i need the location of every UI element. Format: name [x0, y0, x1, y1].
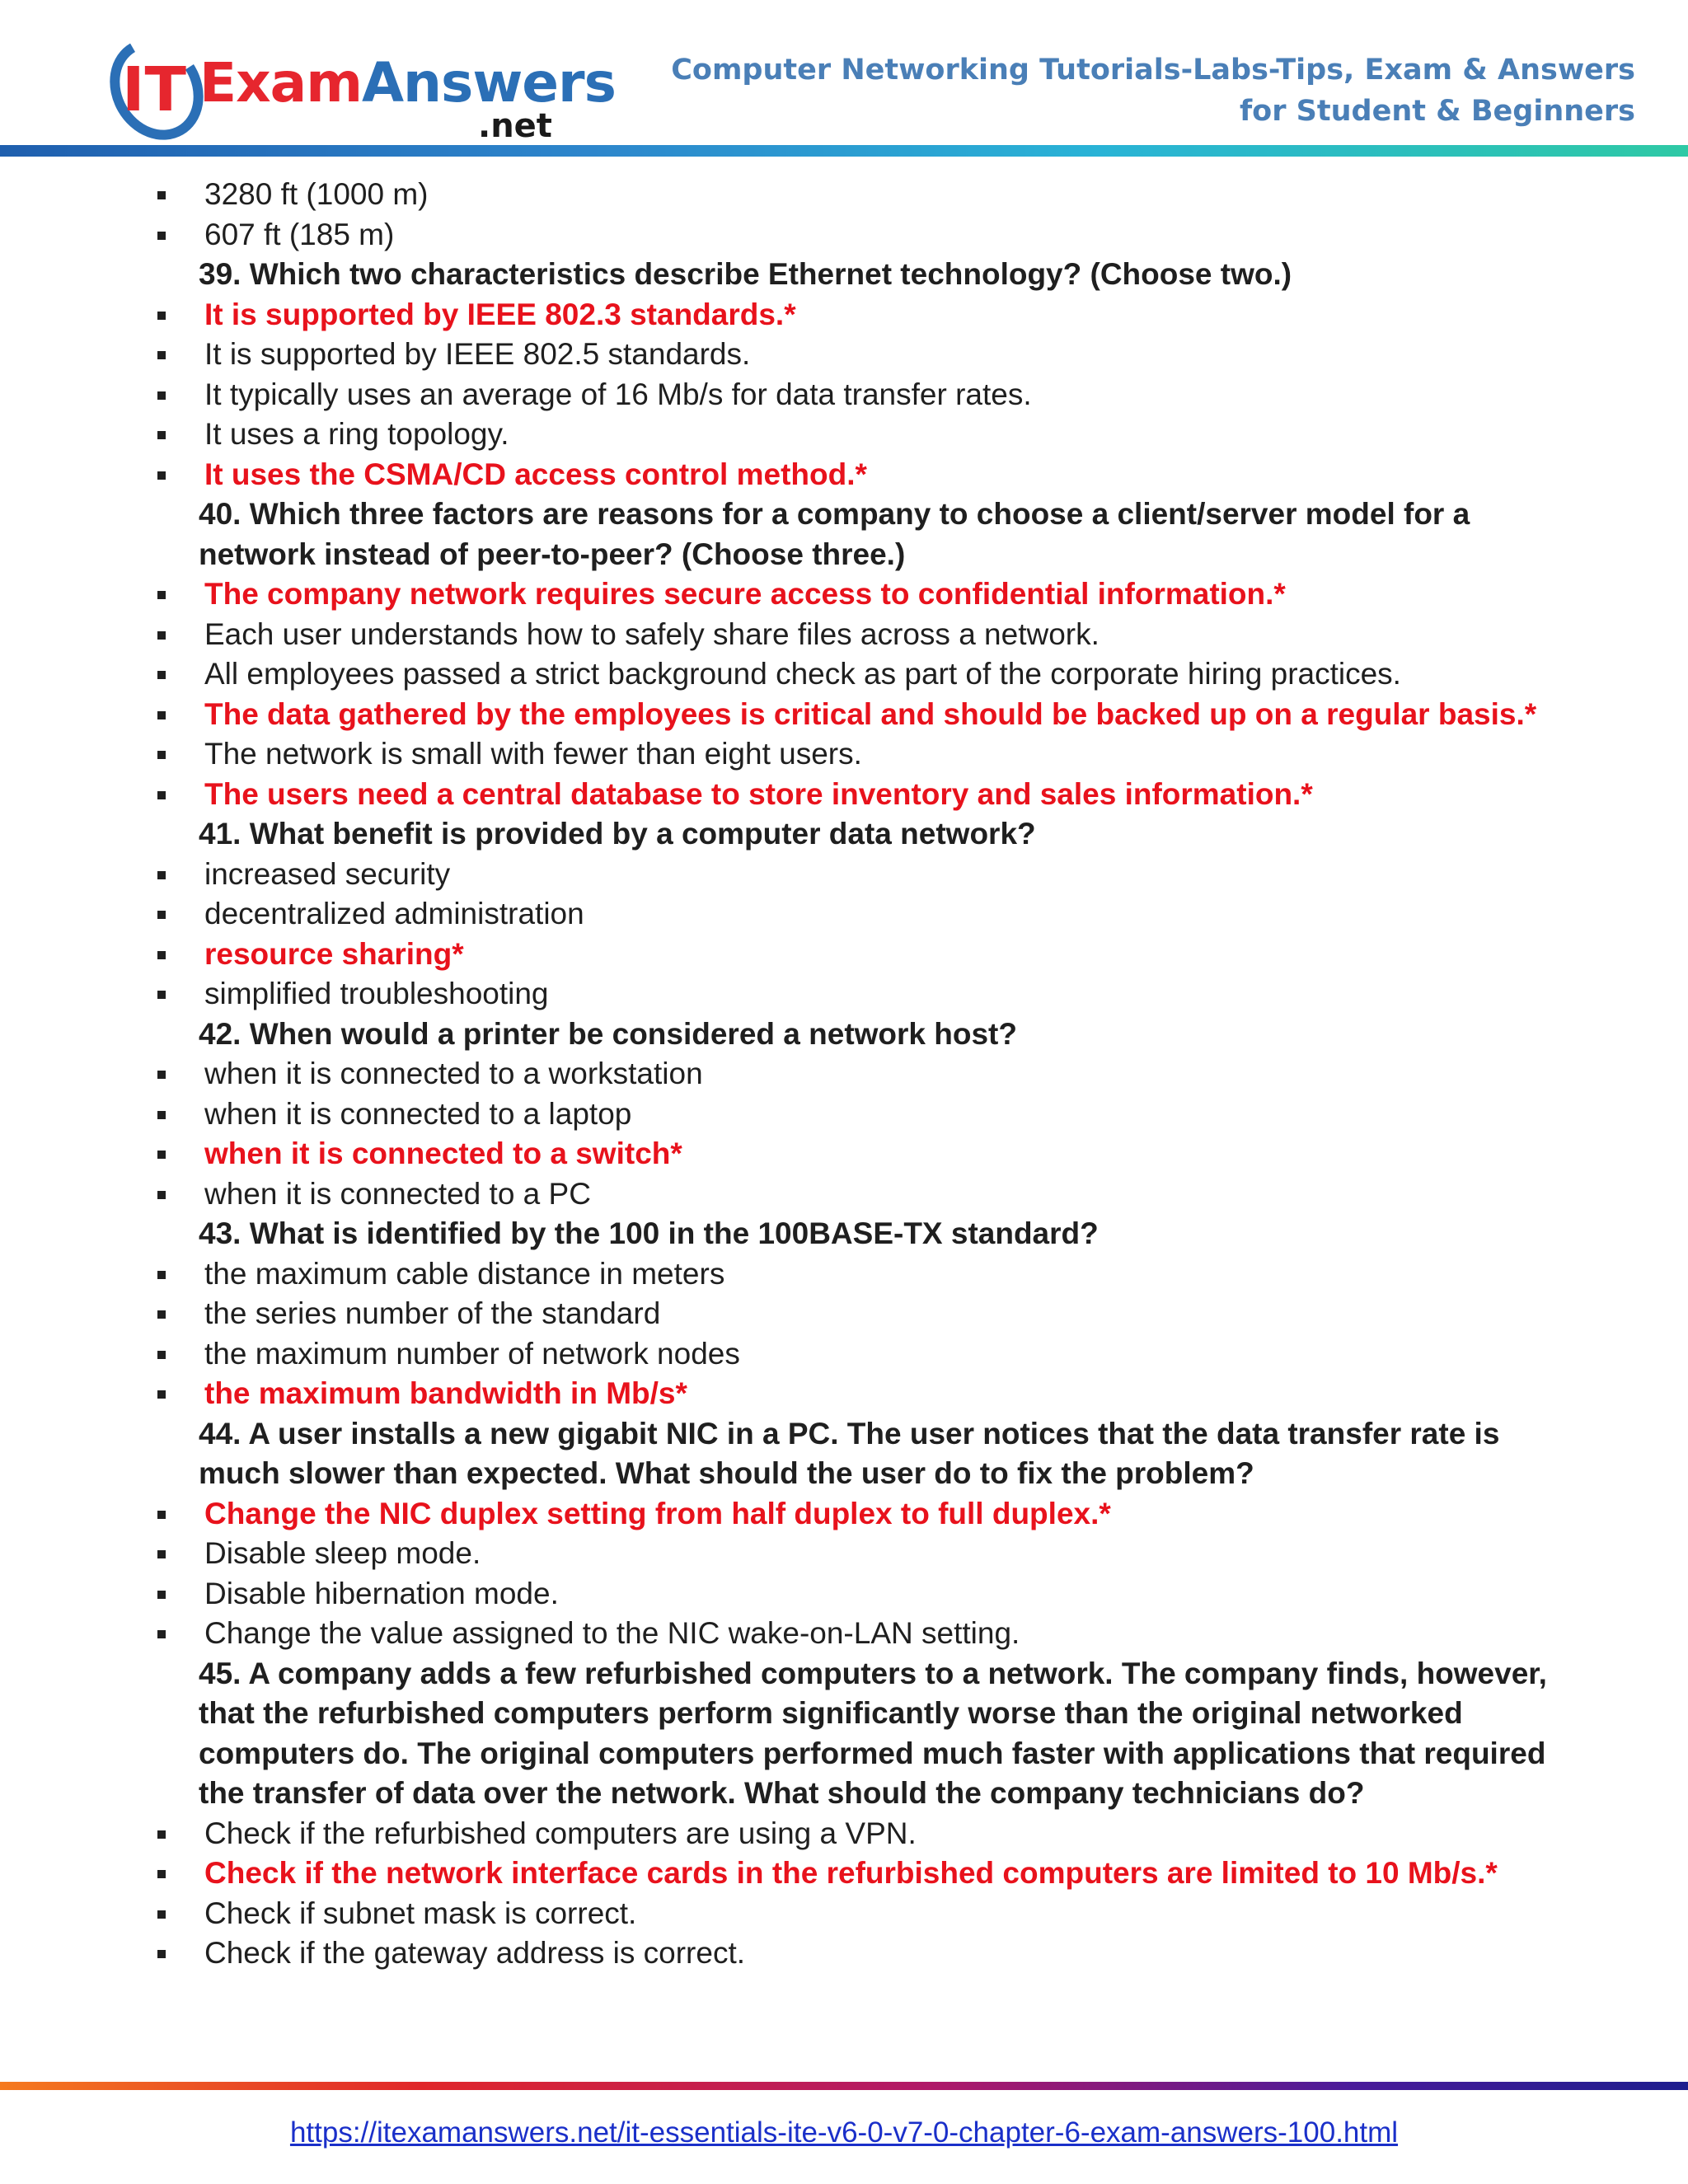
question-line [0, 1454, 1688, 1494]
square-bullet-icon [157, 232, 166, 240]
square-bullet-icon [157, 751, 166, 759]
question-line [0, 1734, 1688, 1774]
answer-option [0, 654, 1688, 695]
answer-option [0, 974, 1688, 1015]
option-text: the maximum cable distance in meters [204, 1256, 725, 1291]
option-text: Each user understands how to safely share files across a network. [204, 616, 1100, 651]
question-text: that the refurbished computers perform significantly worse than the original networked [199, 1696, 1463, 1730]
correct-answer-option [0, 295, 1688, 335]
logo-mark: IT [122, 54, 187, 125]
footer-divider [0, 2082, 1688, 2090]
question-line [0, 814, 1688, 855]
question-text: network instead of peer-to-peer? (Choose three.) [199, 537, 906, 571]
square-bullet-icon [157, 711, 166, 719]
question-text: 44. A user installs a new gigabit NIC in a PC. The user notices that the data transfer rate is [199, 1416, 1500, 1451]
option-text: the series number of the standard [204, 1296, 661, 1330]
option-text: when it is connected to a workstation [204, 1057, 703, 1090]
square-bullet-icon [157, 991, 166, 999]
question-line [0, 1015, 1688, 1055]
correct-answer-option [0, 935, 1688, 975]
question-text: 40. Which three factors are reasons for a company to choose a client/server model for a [199, 497, 1470, 531]
site-logo[interactable] [109, 35, 616, 150]
correct-answer-option [0, 574, 1688, 615]
option-text: decentralized administration [204, 897, 584, 930]
logo-name-answers: Answers [361, 51, 616, 115]
answer-option [0, 415, 1688, 455]
square-bullet-icon [157, 1950, 166, 1958]
square-bullet-icon [157, 351, 166, 359]
option-text: resource sharing* [204, 936, 464, 971]
answer-option [0, 1054, 1688, 1094]
option-text: 607 ft (185 m) [204, 217, 395, 251]
answer-option [0, 615, 1688, 655]
answer-option [0, 1574, 1688, 1615]
question-text: 43. What is identified by the 100 in the 100BASE-TX standard? [199, 1216, 1099, 1250]
question-text: 42. When would a printer be considered a network host? [199, 1016, 1017, 1051]
correct-answer-option [0, 455, 1688, 495]
footer-url-link[interactable]: https://itexamanswers.net/it-essentials-ite-v6-0-v7-0-chapter-6-exam-answers-100.html [289, 2116, 1399, 2149]
answer-option [0, 1294, 1688, 1334]
square-bullet-icon [157, 1870, 166, 1878]
correct-answer-option [0, 1854, 1688, 1894]
tagline-line-1: Computer Networking Tutorials-Labs-Tips, Exam & Answers [671, 54, 1635, 87]
square-bullet-icon [157, 791, 166, 799]
square-bullet-icon [157, 631, 166, 640]
option-text: All employees passed a strict background check as part of the corporate hiring practices. [204, 657, 1401, 691]
correct-answer-option [0, 1374, 1688, 1414]
square-bullet-icon [157, 871, 166, 879]
option-text: The company network requires secure access to confidential information.* [204, 577, 1286, 611]
square-bullet-icon [157, 1191, 166, 1199]
square-bullet-icon [157, 312, 166, 320]
square-bullet-icon [157, 1511, 166, 1519]
square-bullet-icon [157, 911, 166, 919]
correct-answer-option [0, 695, 1688, 735]
answer-option [0, 1334, 1688, 1375]
correct-answer-option [0, 1494, 1688, 1535]
square-bullet-icon [157, 391, 166, 400]
answer-option [0, 175, 1688, 215]
square-bullet-icon [157, 471, 166, 480]
square-bullet-icon [157, 1271, 166, 1279]
correct-answer-option [0, 775, 1688, 815]
exam-content [0, 175, 1688, 1974]
option-text: when it is connected to a laptop [204, 1096, 632, 1131]
logo-wordmark [199, 51, 616, 115]
tagline-line-2: for Student & Beginners [1239, 95, 1635, 128]
square-bullet-icon [157, 1390, 166, 1399]
question-line [0, 1414, 1688, 1455]
option-text: It uses a ring topology. [204, 417, 509, 451]
option-text: The users need a central database to store inventory and sales information.* [204, 776, 1313, 811]
answer-option [0, 1254, 1688, 1295]
answer-option [0, 1614, 1688, 1654]
question-line [0, 255, 1688, 295]
option-text: It is supported by IEEE 802.3 standards.* [204, 297, 796, 331]
logo-tld: .net [478, 107, 552, 145]
question-text: 45. A company adds a few refurbished computers to a network. The company finds, however, [199, 1656, 1547, 1690]
site-tagline [671, 49, 1635, 132]
option-text: The data gathered by the employees is critical and should be backed up on a regular basis.* [204, 696, 1537, 731]
option-text: when it is connected to a PC [204, 1176, 591, 1211]
header-divider [0, 145, 1688, 157]
answer-option [0, 734, 1688, 775]
page-header [0, 0, 1688, 165]
option-text: Check if the network interface cards in the refurbished computers are limited to 10 Mb/s.* [204, 1856, 1498, 1890]
option-text: It typically uses an average of 16 Mb/s for data transfer rates. [204, 377, 1032, 411]
option-text: Disable sleep mode. [204, 1536, 481, 1570]
answer-option [0, 1094, 1688, 1135]
option-text: Change the NIC duplex setting from half duplex to full duplex.* [204, 1496, 1111, 1530]
question-line [0, 1654, 1688, 1694]
answer-option [0, 215, 1688, 255]
square-bullet-icon [157, 1830, 166, 1839]
question-text: 41. What benefit is provided by a computer data network? [199, 817, 1036, 851]
square-bullet-icon [157, 1111, 166, 1119]
option-text: It is supported by IEEE 802.5 standards. [204, 337, 751, 371]
option-text: simplified troubleshooting [204, 977, 549, 1010]
option-text: when it is connected to a switch* [204, 1137, 682, 1170]
option-text: increased security [204, 856, 451, 891]
option-text: the maximum bandwidth in Mb/s* [204, 1376, 687, 1410]
logo-name-exam: Exam [199, 51, 362, 115]
option-text: Check if the gateway address is correct. [204, 1936, 746, 1970]
option-text: It uses the CSMA/CD access control method.* [204, 457, 867, 491]
option-text: Check if subnet mask is correct. [204, 1896, 637, 1930]
answer-option [0, 1933, 1688, 1974]
question-line [0, 1214, 1688, 1254]
question-text: the transfer of data over the network. What should the company technicians do? [199, 1776, 1365, 1810]
square-bullet-icon [157, 1310, 166, 1319]
square-bullet-icon [157, 191, 166, 199]
square-bullet-icon [157, 1910, 166, 1919]
question-text: much slower than expected. What should the user do to fix the problem? [199, 1456, 1254, 1490]
answer-option [0, 1894, 1688, 1934]
square-bullet-icon [157, 1071, 166, 1079]
question-line [0, 1774, 1688, 1814]
option-text: 3280 ft (1000 m) [204, 177, 429, 211]
square-bullet-icon [157, 431, 166, 439]
answer-option [0, 335, 1688, 375]
answer-option [0, 375, 1688, 415]
question-line [0, 1694, 1688, 1734]
square-bullet-icon [157, 1550, 166, 1558]
option-text: The network is small with fewer than eight users. [204, 737, 862, 771]
question-line [0, 494, 1688, 535]
option-text: the maximum number of network nodes [204, 1336, 740, 1371]
correct-answer-option [0, 1134, 1688, 1174]
square-bullet-icon [157, 1151, 166, 1159]
answer-option [0, 1534, 1688, 1574]
question-text: 39. Which two characteristics describe Ethernet technology? (Choose two.) [199, 257, 1292, 291]
logo-swoosh-icon [109, 35, 208, 150]
answer-option [0, 894, 1688, 935]
option-text: Disable hibernation mode. [204, 1576, 559, 1610]
option-text: Change the value assigned to the NIC wake-on-LAN setting. [204, 1616, 1020, 1650]
option-text: Check if the refurbished computers are using a VPN. [204, 1816, 917, 1850]
answer-option [0, 855, 1688, 895]
square-bullet-icon [157, 951, 166, 959]
square-bullet-icon [157, 591, 166, 599]
question-line [0, 535, 1688, 575]
question-text: computers do. The original computers performed much faster with applications that required [199, 1736, 1546, 1770]
answer-option [0, 1174, 1688, 1215]
square-bullet-icon [157, 1591, 166, 1599]
square-bullet-icon [157, 671, 166, 679]
square-bullet-icon [157, 1630, 166, 1638]
answer-option [0, 1814, 1688, 1854]
square-bullet-icon [157, 1351, 166, 1359]
